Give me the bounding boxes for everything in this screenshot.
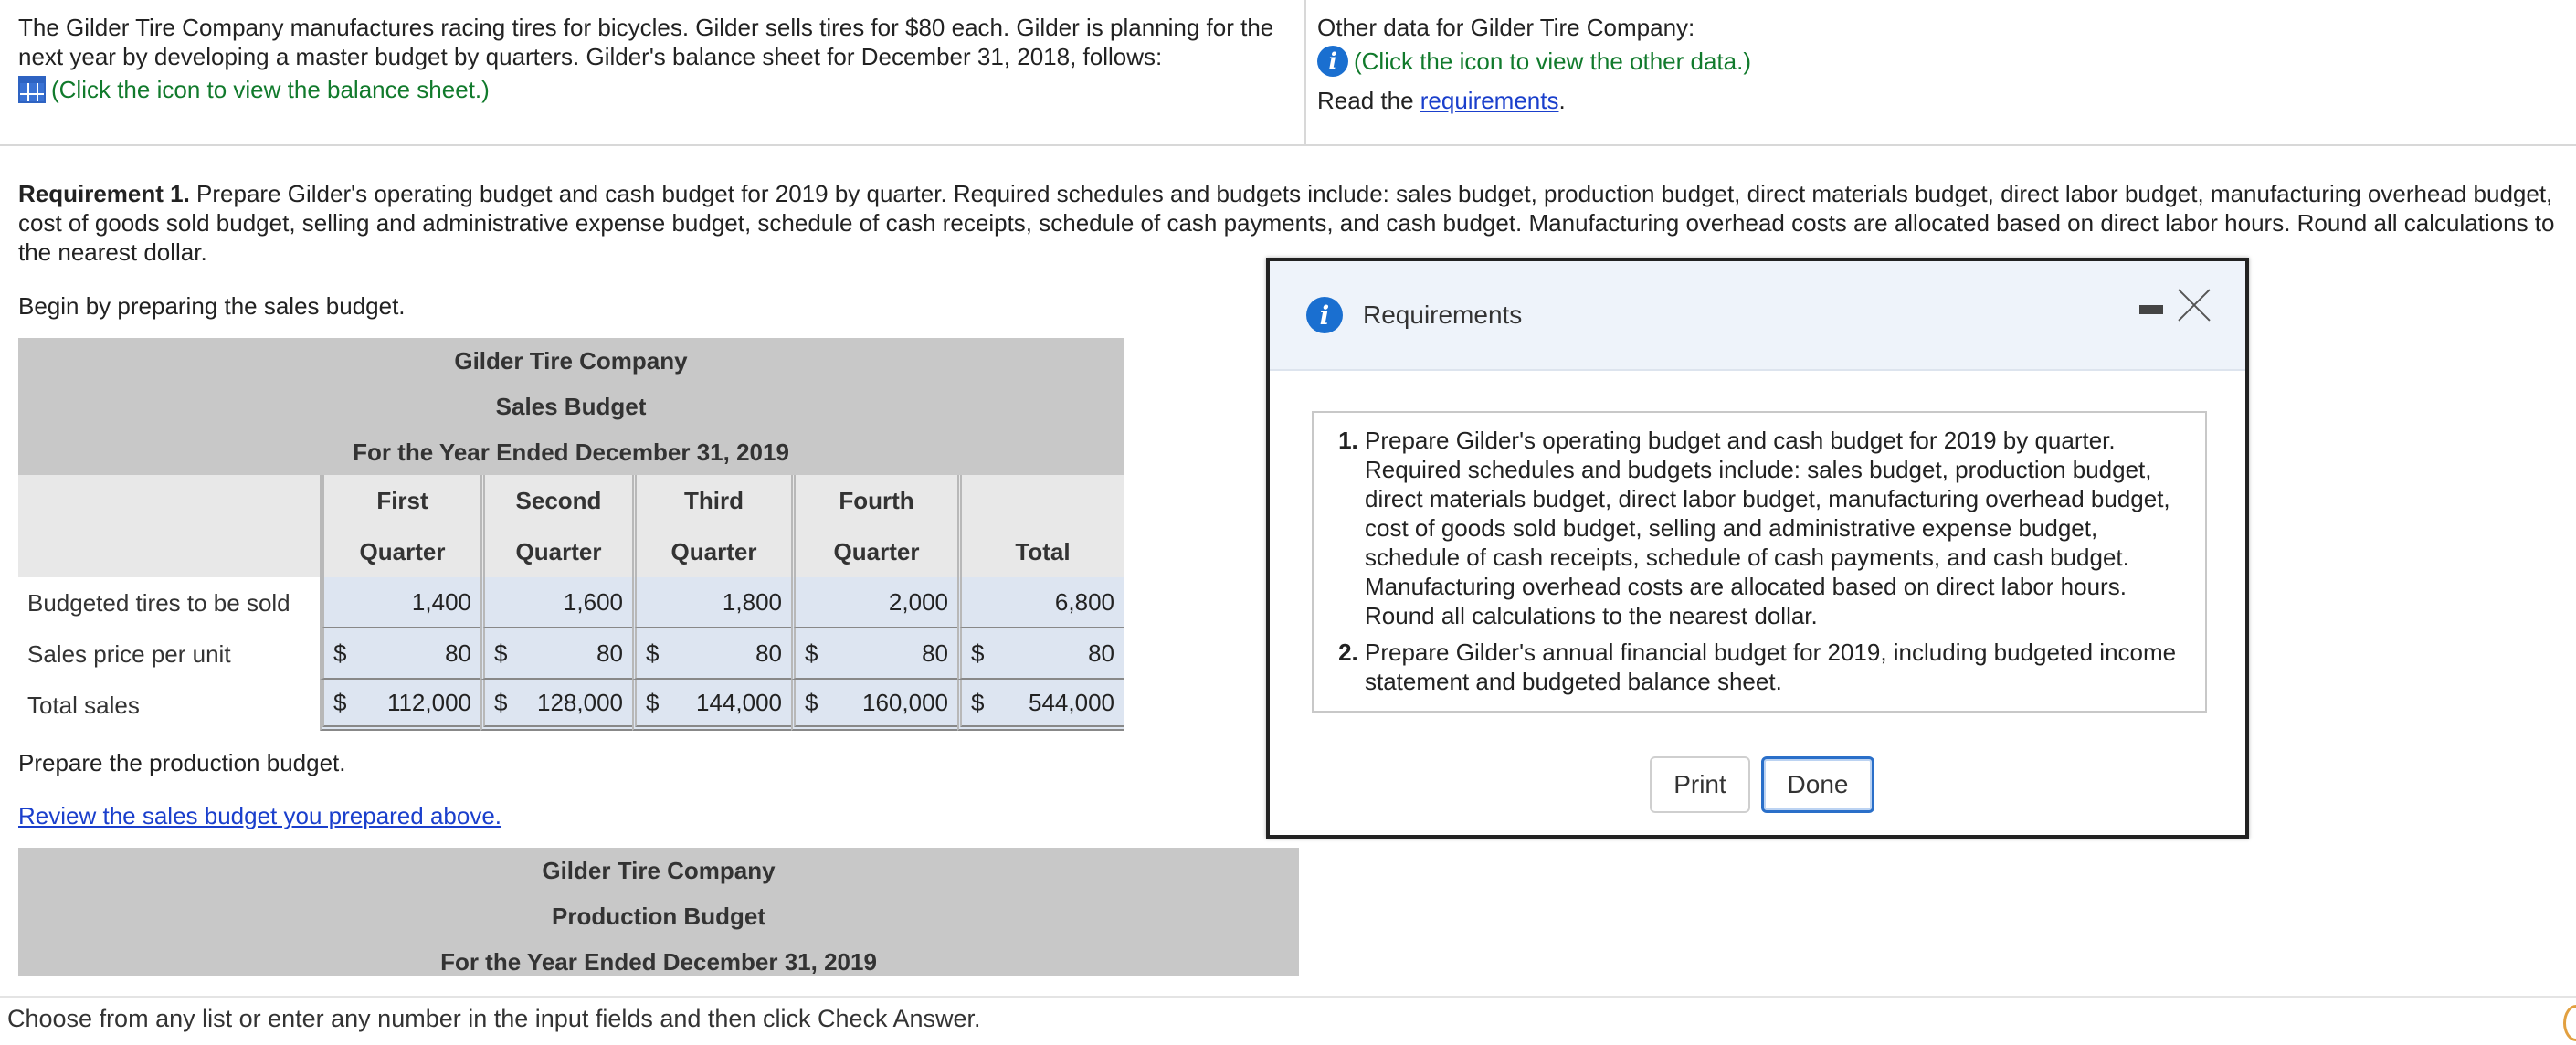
table-row — [18, 628, 1124, 680]
period-text: . — [1558, 87, 1566, 114]
cell-value: 6,800 — [1054, 587, 1114, 616]
requirements-link[interactable]: requirements — [1420, 87, 1559, 114]
column-header-q3: Third — [632, 475, 791, 526]
read-the-text: Read the — [1317, 87, 1420, 114]
table-row — [18, 577, 1124, 628]
currency-sign: $ — [494, 639, 508, 667]
cell-value: 1,400 — [411, 587, 471, 616]
currency-sign: $ — [971, 688, 985, 716]
requirement-label: Requirement 1. — [18, 180, 190, 207]
production-budget-header — [18, 848, 1299, 976]
table-icon[interactable] — [18, 76, 46, 103]
intro-divider — [1304, 0, 1306, 146]
footer-divider — [0, 996, 2576, 998]
section-divider — [0, 144, 2576, 146]
cell-value: 80 — [922, 639, 948, 667]
value-cell[interactable] — [320, 680, 480, 731]
column-header-q2: Second — [480, 475, 632, 526]
requirements-list — [1330, 426, 2183, 696]
value-cell[interactable] — [957, 628, 1124, 680]
cell-value: 80 — [445, 639, 471, 667]
currency-sign: $ — [646, 688, 660, 716]
minimize-icon[interactable] — [2139, 305, 2163, 314]
column-subheader-q4: Quarter — [791, 526, 957, 577]
sales-budget-company: Gilder Tire Company — [454, 347, 688, 375]
currency-sign: $ — [333, 639, 347, 667]
sales-budget-period: For the Year Ended December 31, 2019 — [353, 438, 789, 466]
column-subheader-total: Total — [957, 526, 1124, 577]
other-data-link[interactable]: (Click the icon to view the other data.) — [1354, 48, 1751, 75]
cell-value: 2,000 — [888, 587, 948, 616]
help-icon[interactable] — [2563, 1005, 2576, 1041]
table-row-total — [18, 680, 1124, 731]
sales-budget-table — [18, 475, 1124, 731]
print-button[interactable]: Print — [1650, 756, 1750, 813]
requirement-instructions — [18, 179, 2558, 267]
requirement-item: 2. Prepare Gilder's annual financial budget for 2019, including budgeted income statement and budgeted balance sheet. — [1365, 638, 2183, 696]
cell-value: 1,600 — [563, 587, 623, 616]
row-label: Total sales — [18, 680, 320, 731]
info-icon[interactable]: i — [1317, 46, 1348, 77]
cell-value: 112,000 — [386, 688, 471, 716]
currency-sign: $ — [805, 639, 818, 667]
intro-text: The Gilder Tire Company manufactures racing tires for bicycles. Gilder sells tires for $80 each. Gilder is planning for the next year by developing a master budget by quarters. Gilder's balance sheet for December 31, 2018, follows: — [18, 14, 1274, 70]
currency-sign: $ — [494, 688, 508, 716]
close-icon[interactable] — [2176, 287, 2212, 323]
row-label: Sales price per unit — [18, 628, 320, 680]
column-subheader-q3: Quarter — [632, 526, 791, 577]
value-cell[interactable] — [480, 628, 632, 680]
column-header-q4: Fourth — [791, 475, 957, 526]
production-budget-period: For the Year Ended December 31, 2019 — [440, 948, 877, 976]
requirements-list-box — [1312, 411, 2207, 712]
cell-value: 128,000 — [537, 688, 623, 716]
production-budget-company: Gilder Tire Company — [542, 857, 776, 884]
value-cell[interactable] — [957, 680, 1124, 731]
cell-value: 80 — [755, 639, 782, 667]
requirement-body: Prepare Gilder's operating budget and cash budget for 2019 by quarter. Required schedules and budgets include: sales budget, production budget, direct materials budget, direct labor budget, manufacturing overhead budget, cost of goods sold budget, selling and administrative expense budget, schedule of cash receipts, schedule of cash payments, and cash budget. Manufacturing overhead costs are allocated based on direct labor hours. Round all calculations to the nearest dollar. — [18, 180, 2555, 266]
sales-budget-title: Sales Budget — [495, 393, 647, 420]
column-header-blank — [18, 475, 320, 577]
balance-sheet-link[interactable]: (Click the icon to view the balance sheet.) — [51, 76, 490, 103]
value-cell[interactable] — [320, 628, 480, 680]
column-header-total — [957, 475, 1124, 526]
cell-value: 544,000 — [1029, 688, 1114, 716]
cell-value: 80 — [1088, 639, 1114, 667]
currency-sign: $ — [333, 688, 347, 716]
requirement-item: 1. Prepare Gilder's operating budget and cash budget for 2019 by quarter. Required schedules and budgets include: sales budget, production budget, direct materials budget, direct labor budget, manufacturing overhead budget, cost of goods sold budget, selling and administrative expense budget, schedule of cash receipts, schedule of cash payments, and cash budget. Manufacturing overhead costs are allocated based on direct labor hours. Round all calculations to the nearest dollar. — [1365, 426, 2183, 630]
currency-sign: $ — [971, 639, 985, 667]
column-subheader-q2: Quarter — [480, 526, 632, 577]
begin-instruction: Begin by preparing the sales budget. — [18, 292, 406, 320]
value-cell[interactable] — [632, 577, 791, 628]
value-cell[interactable] — [480, 577, 632, 628]
production-budget-title: Production Budget — [552, 902, 765, 930]
value-cell[interactable] — [791, 680, 957, 731]
cell-value: 144,000 — [696, 688, 782, 716]
other-data-link-row[interactable] — [1317, 46, 1957, 77]
value-cell[interactable] — [791, 628, 957, 680]
done-button[interactable]: Done — [1761, 756, 1874, 813]
dialog-header — [1270, 261, 2245, 371]
footer-instruction: Choose from any list or enter any number in the input fields and then click Check Answer. — [7, 1005, 981, 1032]
cell-value: 1,800 — [722, 587, 782, 616]
read-requirements-line — [1317, 86, 1957, 115]
column-subheader-q1: Quarter — [320, 526, 480, 577]
requirements-dialog — [1266, 258, 2249, 839]
info-icon: i — [1306, 297, 1343, 333]
value-cell[interactable] — [320, 577, 480, 628]
dialog-title: Requirements — [1363, 301, 1523, 329]
currency-sign: $ — [805, 688, 818, 716]
review-sales-budget-link[interactable]: Review the sales budget you prepared above. — [18, 802, 502, 829]
value-cell[interactable] — [791, 577, 957, 628]
cell-value: 160,000 — [862, 688, 948, 716]
balance-sheet-link-row[interactable] — [18, 75, 1297, 104]
other-data-title: Other data for Gilder Tire Company: — [1317, 14, 1695, 41]
value-cell[interactable] — [632, 628, 791, 680]
sales-budget-header — [18, 338, 1124, 475]
value-cell[interactable] — [632, 680, 791, 731]
currency-sign: $ — [646, 639, 660, 667]
value-cell[interactable] — [480, 680, 632, 731]
other-data-panel — [1317, 13, 1957, 115]
row-label: Budgeted tires to be sold — [18, 577, 320, 628]
value-cell[interactable] — [957, 577, 1124, 628]
production-prompt: Prepare the production budget. — [18, 749, 346, 776]
cell-value: 80 — [596, 639, 623, 667]
intro-panel — [18, 13, 1297, 104]
column-header-q1: First — [320, 475, 480, 526]
